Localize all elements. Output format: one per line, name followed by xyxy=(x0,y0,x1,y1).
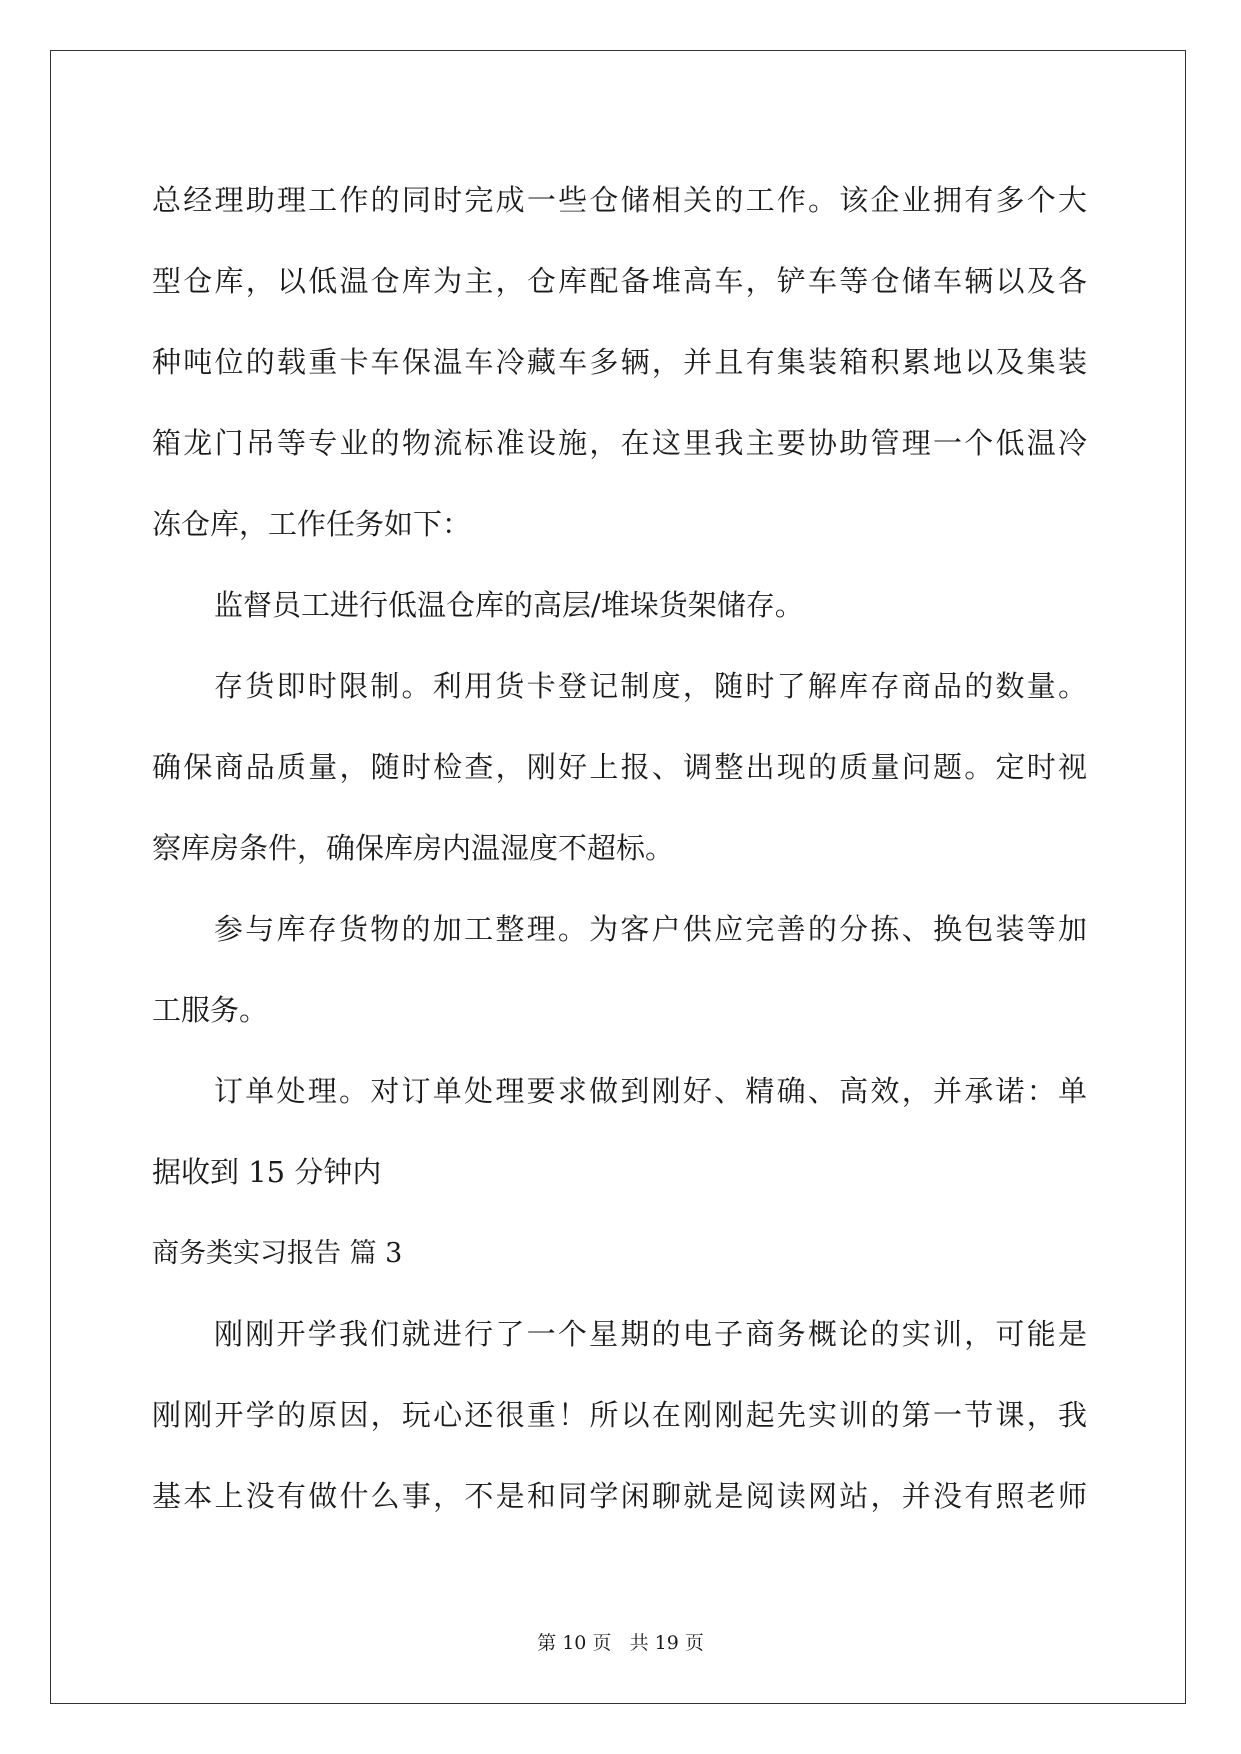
paragraph-line: 种吨位的载重卡车保温车冷藏车多辆，并且有集装箱积累地以及集装 xyxy=(152,345,1087,379)
paragraph-line: 箱龙门吊等专业的物流标准设施，在这里我主要协助管理一个低温冷 xyxy=(152,426,1087,460)
paragraph-line: 冻仓库，工作任务如下： xyxy=(152,507,472,541)
paragraph-line: 刚刚开学我们就进行了一个星期的电子商务概论的实训，可能是 xyxy=(214,1317,1087,1351)
paragraph-line: 总经理助理工作的同时完成一些仓储相关的工作。该企业拥有多个大 xyxy=(152,183,1087,217)
page-footer xyxy=(0,1628,1241,1655)
page-total: 共 19 页 xyxy=(629,1632,704,1654)
paragraph-line: 刚刚开学的原因，玩心还很重！所以在刚刚起先实训的第一节课，我 xyxy=(152,1398,1087,1432)
paragraph-line: 参与库存货物的加工整理。为客户供应完善的分拣、换包装等加 xyxy=(214,912,1087,946)
paragraph-line: 型仓库，以低温仓库为主，仓库配备堆高车，铲车等仓储车辆以及各 xyxy=(152,264,1087,298)
paragraph-line: 工服务。 xyxy=(152,993,269,1027)
document-body xyxy=(152,160,1087,1537)
section-heading: 商务类实习报告 篇 3 xyxy=(152,1238,403,1269)
paragraph-line: 据收到 15 分钟内 xyxy=(152,1155,382,1189)
paragraph-line: 订单处理。对订单处理要求做到刚好、精确、高效，并承诺：单 xyxy=(214,1074,1087,1108)
paragraph-line: 确保商品质量，随时检查，刚好上报、调整出现的质量问题。定时视 xyxy=(152,750,1087,784)
page-number: 第 10 页 xyxy=(537,1632,612,1654)
paragraph-line: 察库房条件，确保库房内温湿度不超标。 xyxy=(152,831,675,865)
paragraph-line: 存货即时限制。利用货卡登记制度，随时了解库存商品的数量。 xyxy=(214,669,1087,703)
paragraph-line: 基本上没有做什么事，不是和同学闲聊就是阅读网站，并没有照老师 xyxy=(152,1479,1087,1513)
paragraph-line: 监督员工进行低温仓库的高层/堆垛货架储存。 xyxy=(214,588,804,622)
